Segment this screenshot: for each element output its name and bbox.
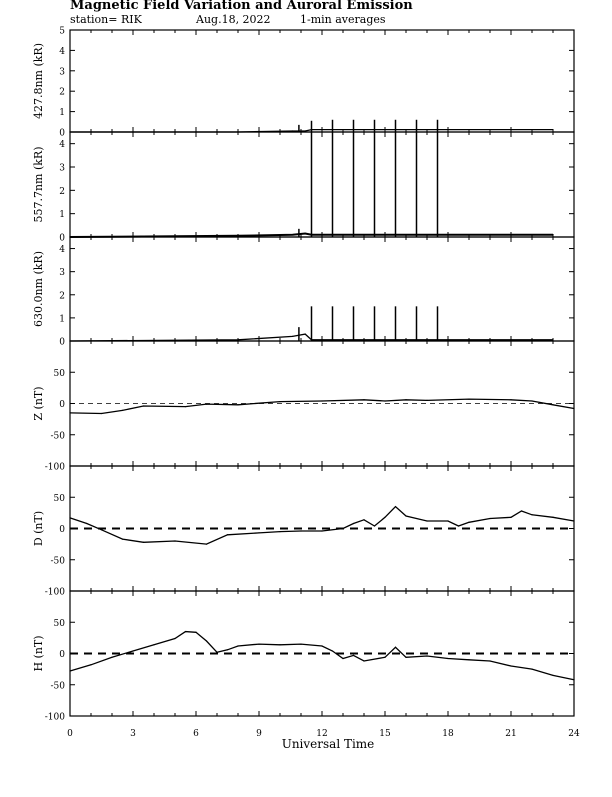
data-point	[353, 523, 354, 524]
y-tick-label: 0	[59, 400, 65, 410]
panel-p5577	[32, 132, 574, 244]
data-point	[195, 632, 196, 633]
data-point	[395, 647, 396, 648]
x-tick-label: 12	[316, 729, 328, 739]
data-point	[153, 644, 154, 645]
data-point	[237, 645, 238, 646]
data-point	[216, 652, 217, 653]
panel-pd	[32, 466, 575, 598]
data-point	[374, 525, 375, 526]
x-tick-label: 24	[568, 729, 580, 739]
x-axis-label: Universal Time	[281, 737, 375, 751]
data-point	[405, 657, 406, 658]
data-point	[573, 679, 574, 680]
data-point	[185, 631, 186, 632]
data-point	[292, 234, 293, 235]
data-point	[132, 650, 133, 651]
data-point	[321, 530, 322, 531]
data-point	[279, 531, 280, 532]
data-point	[101, 529, 102, 530]
data-point	[510, 517, 511, 518]
y-tick-label: 0	[59, 233, 65, 244]
y-axis-label: 630.0nm (kR)	[32, 250, 45, 328]
x-tick-label: 9	[256, 729, 262, 739]
data-point	[237, 404, 238, 405]
data-point	[552, 404, 553, 405]
y-tick-label: -50	[50, 681, 65, 692]
data-point	[468, 399, 469, 400]
data-point	[122, 410, 123, 411]
data-point	[111, 657, 112, 658]
y-tick-label: 1	[59, 210, 65, 221]
data-point	[447, 520, 448, 521]
y-tick-label: 4	[59, 46, 65, 57]
data-point	[305, 333, 306, 334]
data-point	[206, 404, 207, 405]
y-tick-label: 50	[53, 368, 65, 379]
data-point	[384, 517, 385, 518]
panel-frame	[70, 237, 574, 341]
series-line	[70, 632, 574, 680]
data-point	[363, 399, 364, 400]
y-tick-label: -100	[44, 462, 65, 473]
data-point	[468, 522, 469, 523]
y-tick-label: 2	[59, 186, 65, 197]
data-point	[300, 644, 301, 645]
y-tick-label: 3	[59, 268, 65, 279]
series-line	[70, 507, 574, 544]
data-point	[510, 665, 511, 666]
y-tick-label: 3	[59, 67, 65, 78]
data-point	[305, 233, 306, 234]
data-point	[69, 412, 70, 413]
data-point	[552, 129, 553, 130]
data-point	[384, 657, 385, 658]
data-point	[305, 130, 306, 131]
data-point	[405, 515, 406, 516]
data-point	[426, 520, 427, 521]
y-tick-label: 0	[59, 128, 65, 139]
data-point	[185, 406, 186, 407]
y-tick-label: -100	[44, 587, 65, 598]
panel-frame	[70, 30, 574, 132]
data-point	[206, 544, 207, 545]
y-tick-label: 0	[59, 337, 65, 348]
y-tick-label: 3	[59, 163, 65, 174]
data-point	[292, 336, 293, 337]
data-point	[531, 400, 532, 401]
y-tick-label: 2	[59, 87, 65, 98]
y-tick-label: 4	[59, 140, 65, 151]
data-point	[237, 339, 238, 340]
data-point	[227, 534, 228, 535]
data-point	[101, 413, 102, 414]
data-point	[321, 400, 322, 401]
x-tick-label: 3	[130, 729, 136, 739]
y-tick-label: -50	[50, 556, 65, 567]
panel-ph	[32, 591, 575, 723]
data-point	[363, 660, 364, 661]
x-tick-label: 15	[379, 729, 391, 739]
panel-pz	[32, 341, 575, 473]
data-point	[405, 399, 406, 400]
station-label: station= RIK	[70, 13, 142, 26]
data-point	[573, 520, 574, 521]
y-tick-label: 0	[59, 650, 65, 660]
chart-title: Magnetic Field Variation and Auroral Emission	[70, 0, 413, 13]
y-tick-label: 4	[59, 245, 65, 256]
data-point	[143, 405, 144, 406]
y-axis-label: Z (nT)	[32, 386, 45, 421]
data-point	[86, 523, 87, 524]
data-point	[258, 532, 259, 533]
data-point	[69, 517, 70, 518]
data-point	[489, 660, 490, 661]
data-point	[174, 540, 175, 541]
data-point	[332, 650, 333, 651]
panel-p6300	[32, 237, 574, 348]
y-tick-label: 50	[53, 618, 65, 629]
data-point	[531, 514, 532, 515]
y-axis-label: 557.7nm (kR)	[32, 146, 45, 223]
data-point	[174, 638, 175, 639]
y-tick-label: 1	[59, 314, 65, 325]
data-point	[458, 525, 459, 526]
data-point	[510, 399, 511, 400]
y-tick-label: -100	[44, 712, 65, 723]
data-point	[292, 130, 293, 131]
averaging-label: 1-min averages	[300, 13, 386, 26]
y-tick-label: 2	[59, 291, 65, 302]
data-point	[300, 530, 301, 531]
x-tick-label: 18	[442, 729, 454, 739]
data-point	[489, 518, 490, 519]
y-axis-label: H (nT)	[32, 635, 45, 672]
data-point	[426, 655, 427, 656]
x-tick-label: 21	[505, 729, 517, 739]
data-point	[279, 644, 280, 645]
y-tick-label: 0	[59, 525, 65, 535]
data-point	[90, 664, 91, 665]
data-point	[552, 234, 553, 235]
data-point	[426, 400, 427, 401]
data-point	[143, 542, 144, 543]
data-point	[468, 659, 469, 660]
data-point	[227, 649, 228, 650]
x-tick-label: 6	[193, 729, 199, 739]
data-point	[122, 539, 123, 540]
y-tick-label: 50	[53, 493, 65, 504]
data-point	[353, 655, 354, 656]
y-tick-label: -50	[50, 431, 65, 442]
data-point	[552, 339, 553, 340]
y-tick-label: 1	[59, 108, 65, 119]
data-point	[384, 400, 385, 401]
data-point	[237, 235, 238, 236]
data-point	[521, 510, 522, 511]
data-point	[363, 519, 364, 520]
panel-p4278	[32, 27, 574, 139]
data-point	[447, 658, 448, 659]
data-point	[552, 675, 553, 676]
data-point	[342, 658, 343, 659]
data-point	[69, 670, 70, 671]
y-axis-label: D (nT)	[32, 510, 45, 547]
x-tick-label: 0	[67, 729, 73, 739]
data-point	[573, 408, 574, 409]
data-point	[258, 644, 259, 645]
data-point	[206, 640, 207, 641]
date-label: Aug.18, 2022	[196, 13, 271, 26]
data-point	[395, 506, 396, 507]
y-axis-label: 427.8nm (kR)	[32, 42, 45, 120]
data-point	[321, 645, 322, 646]
data-point	[279, 401, 280, 402]
data-point	[552, 517, 553, 518]
data-point	[531, 669, 532, 670]
data-point	[342, 528, 343, 529]
panel-frame	[70, 132, 574, 237]
y-tick-label: 5	[59, 26, 65, 37]
